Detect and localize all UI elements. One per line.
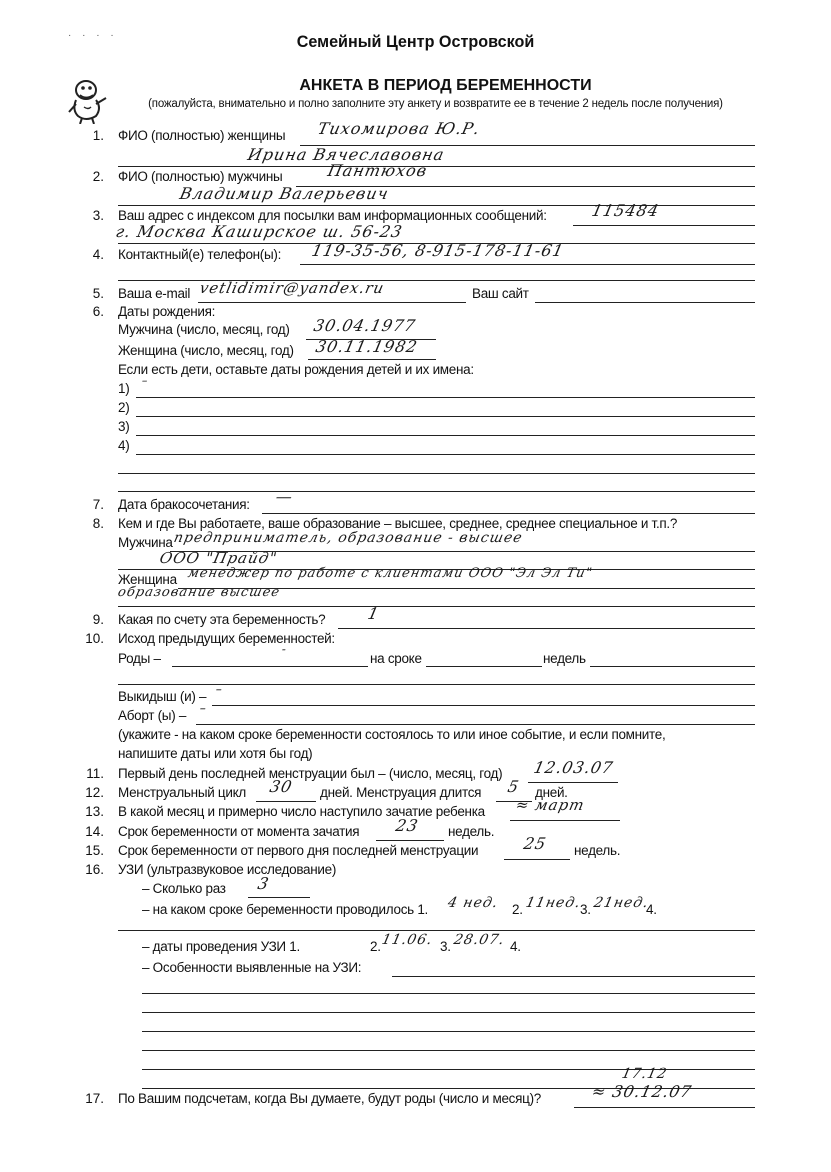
- label-abortion: Аборт (ы) –: [118, 708, 187, 723]
- outcomes-line-2: [118, 684, 755, 685]
- child-4-line: [136, 454, 755, 455]
- answer-ultrasound-date-2[interactable]: 11.06.: [380, 932, 435, 948]
- answer-email[interactable]: vetlidimir@yandex.ru: [198, 279, 387, 297]
- answer-address[interactable]: г. Москва Каширское ш. 56-23: [113, 222, 405, 241]
- answer-lmp[interactable]: 12.03.07: [531, 758, 616, 777]
- answer-weeks-lmp[interactable]: 25: [521, 834, 549, 853]
- question-number: 13.: [85, 804, 104, 819]
- question-number: 1.: [92, 128, 104, 143]
- label-ultrasound-term-4: 4.: [646, 902, 657, 917]
- answer-work-man-2[interactable]: ООО "Прайд": [158, 549, 280, 567]
- question-number: 17.: [85, 1091, 104, 1106]
- scan-specks: · · · ·: [68, 30, 118, 41]
- answer-marriage[interactable]: —: [273, 487, 296, 506]
- label-ultrasound-date-3: 3.: [440, 939, 451, 954]
- label-ultrasound-term: – на каком сроке беременности проводилось 1.: [142, 902, 429, 917]
- label-man-dob: Мужчина (число, месяц, год): [118, 322, 290, 337]
- woman-dob-line: [308, 359, 436, 360]
- label-weeks: недель: [543, 651, 586, 666]
- answer-ultrasound-count[interactable]: 3: [255, 874, 272, 893]
- answer-phone[interactable]: 119-35-56, 8-915-178-11-61: [309, 241, 566, 260]
- label-ultrasound-date-4: 4.: [510, 939, 521, 954]
- pregnancy-number-line: [338, 628, 755, 629]
- answer-woman-dob[interactable]: 30.11.1982: [313, 337, 420, 356]
- answer-ultrasound-term-3[interactable]: 21нед.: [592, 895, 651, 911]
- question-number: 14.: [85, 824, 104, 839]
- organization-title: Семейный Центр Островской: [296, 32, 535, 51]
- answer-births[interactable]: -: [280, 642, 289, 656]
- answer-child-1[interactable]: –: [140, 374, 150, 387]
- label-man-name: ФИО (полностью) мужчины: [118, 169, 283, 184]
- label-ultrasound-count: – Сколько раз: [142, 881, 226, 896]
- weeks-line: [590, 666, 755, 667]
- label-child-2: 2): [118, 400, 130, 415]
- weeks-lmp-line: [504, 859, 570, 860]
- question-number: 11.: [86, 766, 104, 781]
- answer-work-woman-2[interactable]: образование высшее: [116, 585, 282, 600]
- question-number: 7.: [92, 497, 104, 512]
- ultrasound-line-1: [118, 930, 755, 931]
- form-subtitle: (пожалуйста, внимательно и полно заполните эту анкету и возвратите ее в течение 2 недель после получения): [148, 98, 723, 110]
- ultrasound-count-line: [248, 897, 310, 898]
- answer-abortion[interactable]: –: [198, 701, 209, 715]
- label-email: Ваша e-mail: [118, 286, 191, 301]
- answer-woman-surname[interactable]: Тихомирова Ю.Р.: [315, 119, 483, 138]
- question-number: 3.: [92, 208, 104, 223]
- label-ultrasound-dates: – даты проведения УЗИ 1.: [142, 939, 300, 954]
- miscarriage-line: [212, 705, 755, 706]
- findings-line-3: [142, 1012, 755, 1013]
- woman-name-line-2: [118, 166, 755, 167]
- label-cycle-days: дней. Менструация длится: [320, 785, 482, 800]
- label-outcomes-hint-1: (укажите - на каком сроке беременности состоялось то или иное событие, и если помните,: [118, 727, 666, 742]
- findings-line-1: [392, 976, 755, 977]
- form-title: АНКЕТА В ПЕРИОД БЕРЕМЕННОСТИ: [299, 77, 592, 94]
- label-outcomes-hint-2: напишите даты или хотя бы год): [118, 746, 313, 761]
- answer-duration[interactable]: 5: [505, 777, 522, 796]
- answer-zip[interactable]: 115484: [589, 201, 662, 220]
- address-line: [573, 225, 755, 226]
- question-number: 5.: [92, 286, 104, 301]
- answer-ultrasound-term-2[interactable]: 11нед.: [524, 895, 583, 911]
- findings-line-2: [142, 993, 755, 994]
- label-term: на сроке: [370, 651, 422, 666]
- question-number: 6.: [92, 304, 104, 319]
- answer-cycle[interactable]: 30: [267, 777, 295, 796]
- lmp-line: [528, 782, 618, 783]
- label-address: Ваш адрес с индексом для посылки вам информационных сообщений:: [118, 208, 547, 223]
- label-pregnancy-number: Какая по счету эта беременность?: [118, 612, 326, 627]
- work-woman-line-2: [118, 606, 755, 607]
- label-ultrasound-date-2: 2.: [370, 939, 381, 954]
- label-child-4: 4): [118, 438, 130, 453]
- child-2-line: [136, 416, 755, 417]
- question-number: 16.: [85, 862, 104, 877]
- label-miscarriage: Выкидыш (и) –: [118, 689, 207, 704]
- label-weeks-lmp-unit: недель.: [574, 843, 621, 858]
- label-ultrasound-findings: – Особенности выявленные на УЗИ:: [142, 960, 362, 975]
- question-number: 9.: [92, 612, 104, 627]
- label-previous-outcomes: Исход предыдущих беременностей:: [118, 631, 335, 646]
- label-duration-days: дней.: [535, 785, 568, 800]
- answer-conception[interactable]: ≈ март: [514, 796, 587, 814]
- label-work: Кем и где Вы работаете, ваше образование – высшее, среднее, среднее специальное и т.п.?: [118, 516, 678, 531]
- child-1-line: [136, 397, 755, 398]
- label-birth-dates: Даты рождения:: [118, 304, 216, 319]
- label-child-1: 1): [118, 381, 130, 396]
- births-line: [172, 666, 368, 667]
- label-woman-dob: Женщина (число, месяц, год): [118, 343, 294, 358]
- label-lmp: Первый день последней менструации был – (число, месяц, год): [118, 766, 503, 781]
- answer-ultrasound-date-3[interactable]: 28.07.: [452, 932, 507, 948]
- label-child-3: 3): [118, 419, 130, 434]
- label-weeks-lmp: Срок беременности от первого дня последней менструации: [118, 843, 479, 858]
- findings-line-4: [142, 1031, 755, 1032]
- label-marriage-date: Дата бракосочетания:: [118, 497, 250, 512]
- label-phone: Контактный(е) телефон(ы):: [118, 247, 282, 262]
- label-woman-name: ФИО (полностью) женщины: [118, 128, 286, 143]
- answer-man-surname[interactable]: Пантюхов: [325, 161, 430, 180]
- label-conception: В какой месяц и примерно число наступило зачатие ребенка: [118, 804, 485, 819]
- question-number: 12.: [85, 785, 104, 800]
- label-work-woman: Женщина: [118, 572, 177, 587]
- answer-work-woman[interactable]: менеджер по работе с клиентами ООО "Эл Эл Ти": [186, 566, 595, 581]
- question-number: 10.: [85, 631, 104, 646]
- answer-work-man[interactable]: предприниматель, образование - высшее: [172, 530, 525, 546]
- label-cycle: Менструальный цикл: [118, 785, 246, 800]
- children-line-5: [118, 473, 755, 474]
- answer-weeks-conception[interactable]: 23: [393, 816, 421, 835]
- child-3-line: [136, 435, 755, 436]
- label-ultrasound: УЗИ (ультразвуковое исследование): [118, 862, 337, 877]
- label-ultrasound-term-2: 2.: [512, 902, 523, 917]
- findings-line-5: [142, 1050, 755, 1051]
- answer-man-name[interactable]: Владимир Валерьевич: [177, 184, 391, 203]
- question-number: 15.: [85, 843, 104, 858]
- abortion-line: [196, 724, 755, 725]
- label-births: Роды –: [118, 651, 161, 666]
- answer-due-date[interactable]: ≈ 30.12.07: [589, 1082, 694, 1101]
- label-children: Если есть дети, оставьте даты рождения детей и их имена:: [118, 362, 474, 377]
- answer-pregnancy-number[interactable]: 1: [365, 604, 382, 623]
- email-line: [198, 302, 466, 303]
- question-number: 8.: [92, 516, 104, 531]
- label-weeks-conception: Срок беременности от момента зачатия: [118, 824, 360, 839]
- answer-woman-name[interactable]: Ирина Вячеславовна: [245, 145, 447, 164]
- answer-miscarriage[interactable]: –: [214, 682, 225, 696]
- question-number: 2.: [92, 169, 104, 184]
- label-website: Ваш сайт: [472, 286, 529, 301]
- answer-man-dob[interactable]: 30.04.1977: [311, 316, 418, 335]
- answer-ultrasound-term-1[interactable]: 4 нед.: [446, 895, 500, 911]
- term-line: [426, 666, 542, 667]
- label-due-date: По Вашим подсчетам, когда Вы думаете, будут роды (число и месяц)?: [118, 1091, 541, 1106]
- phone-line: [300, 264, 755, 265]
- question-number: 4.: [92, 247, 104, 262]
- weeks-conception-line: [376, 840, 444, 841]
- marriage-line: [262, 513, 755, 514]
- label-work-man: Мужчина: [118, 535, 173, 550]
- children-line-6: [118, 491, 755, 492]
- cycle-line: [256, 801, 316, 802]
- conception-line: [510, 820, 620, 821]
- website-line: [535, 302, 755, 303]
- due-date-line: [574, 1107, 755, 1108]
- label-weeks-conception-unit: недель.: [448, 824, 495, 839]
- label-ultrasound-term-3: 3.: [580, 902, 591, 917]
- answer-due-note[interactable]: 17.12: [620, 1066, 669, 1082]
